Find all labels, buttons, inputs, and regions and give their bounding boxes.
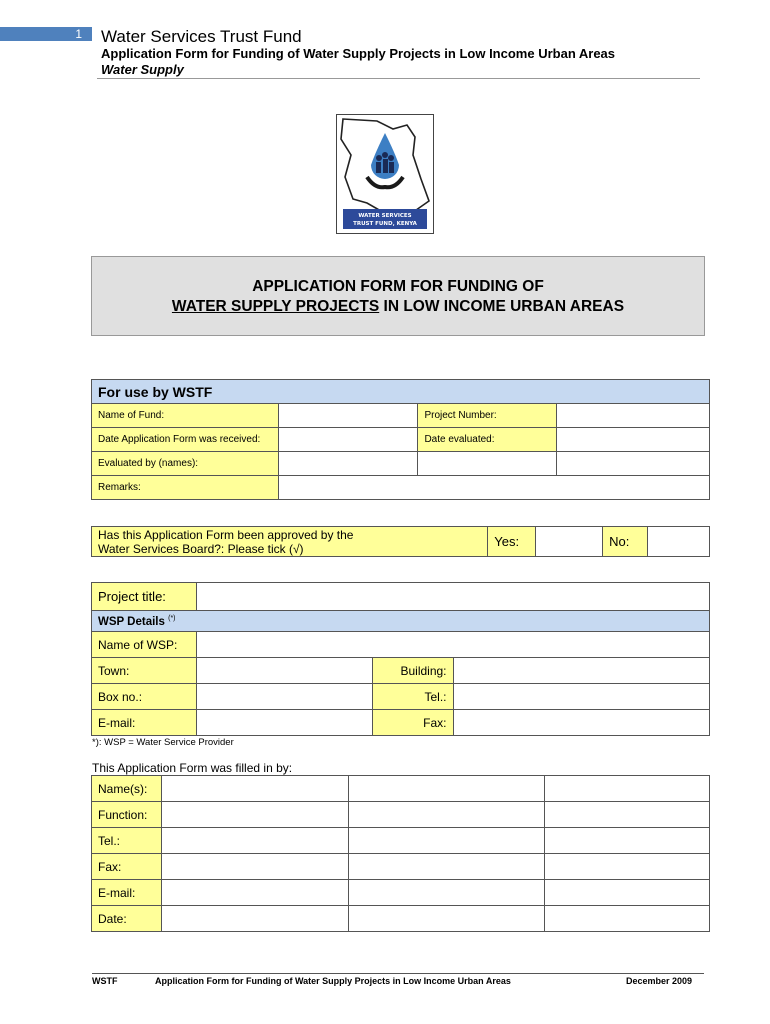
wsp-footnote-marker: (*) [168, 614, 176, 622]
label-town: Town: [92, 658, 197, 684]
approval-table [91, 526, 710, 557]
filled-by-field[interactable] [161, 906, 348, 932]
filled-by-field[interactable] [545, 906, 710, 932]
approval-question-line-2: Water Services Board?: Please tick (√) [98, 541, 304, 556]
filled-by-row [92, 880, 710, 906]
filled-by-label: Fax: [92, 854, 162, 880]
wstf-heading: For use by WSTF [92, 380, 710, 404]
label-email: E-mail: [92, 710, 197, 736]
filled-by-field[interactable] [348, 828, 545, 854]
field-project-title[interactable] [196, 583, 709, 611]
label-date-received: Date Application Form was received: [92, 428, 279, 452]
filled-by-row [92, 828, 710, 854]
filled-by-intro: This Application Form was filled in by: [92, 761, 293, 775]
filled-by-field[interactable] [161, 776, 348, 802]
field-name-of-fund[interactable] [278, 404, 418, 428]
wstf-logo [336, 114, 434, 234]
approval-question-line-1: Has this Application Form been approved by the [98, 527, 354, 542]
wsp-heading-text: WSP Details [98, 615, 165, 628]
filled-by-label: Date: [92, 906, 162, 932]
footer-left: WSTF [92, 976, 118, 986]
field-name-of-wsp[interactable] [196, 632, 709, 658]
label-remarks: Remarks: [92, 476, 279, 500]
filled-by-field[interactable] [161, 854, 348, 880]
filled-by-field[interactable] [545, 854, 710, 880]
filled-by-field[interactable] [545, 880, 710, 906]
field-town[interactable] [196, 658, 372, 684]
filled-by-row [92, 776, 710, 802]
filled-by-row [92, 906, 710, 932]
wstf-use-table [91, 379, 710, 500]
banner-line-1: APPLICATION FORM FOR FUNDING OF [252, 278, 544, 295]
filled-by-field[interactable] [161, 880, 348, 906]
label-yes: Yes: [488, 527, 536, 557]
field-evaluated-by-3[interactable] [557, 452, 710, 476]
field-evaluated-by-1[interactable] [278, 452, 418, 476]
filled-by-field[interactable] [545, 828, 710, 854]
label-date-evaluated: Date evaluated: [418, 428, 557, 452]
filled-by-label: Name(s): [92, 776, 162, 802]
filled-by-field[interactable] [348, 906, 545, 932]
banner-line-2: IN LOW INCOME URBAN AREAS [379, 298, 625, 315]
field-fax[interactable] [453, 710, 710, 736]
footer-right: December 2009 [626, 976, 693, 986]
filled-by-table [91, 775, 710, 932]
field-email[interactable] [196, 710, 372, 736]
filled-by-field[interactable] [161, 828, 348, 854]
filled-by-field[interactable] [545, 776, 710, 802]
logo-text-1: WATER SERVICES [358, 213, 412, 219]
label-box-no: Box no.: [92, 684, 197, 710]
label-fax: Fax: [372, 710, 453, 736]
label-tel: Tel.: [372, 684, 453, 710]
tick-yes[interactable] [536, 527, 603, 557]
filled-by-label: Tel.: [92, 828, 162, 854]
filled-by-label: Function: [92, 802, 162, 828]
field-building[interactable] [453, 658, 710, 684]
field-project-number[interactable] [557, 404, 710, 428]
label-evaluated-by: Evaluated by (names): [92, 452, 279, 476]
field-remarks[interactable] [278, 476, 709, 500]
logo-text-2: TRUST FUND, KENYA [353, 221, 417, 227]
filled-by-field[interactable] [348, 802, 545, 828]
field-box-no[interactable] [196, 684, 372, 710]
field-tel[interactable] [453, 684, 710, 710]
filled-by-field[interactable] [545, 802, 710, 828]
footer-divider [92, 973, 704, 974]
label-project-number: Project Number: [418, 404, 557, 428]
header-divider [97, 78, 700, 79]
label-name-of-fund: Name of Fund: [92, 404, 279, 428]
label-building: Building: [372, 658, 453, 684]
label-project-title: Project title: [92, 583, 197, 611]
footer-center: Application Form for Funding of Water Supply Projects in Low Income Urban Areas [155, 976, 511, 986]
approval-question [92, 527, 488, 557]
filled-by-label: E-mail: [92, 880, 162, 906]
label-name-of-wsp: Name of WSP: [92, 632, 197, 658]
document-section: Water Supply [101, 62, 184, 77]
field-date-received[interactable] [278, 428, 418, 452]
filled-by-row [92, 802, 710, 828]
filled-by-field[interactable] [348, 776, 545, 802]
field-date-evaluated[interactable] [557, 428, 710, 452]
wsp-footnote: *): WSP = Water Service Provider [92, 737, 234, 748]
document-subtitle: Application Form for Funding of Water Supply Projects in Low Income Urban Areas [101, 46, 616, 61]
banner-underlined: WATER SUPPLY PROJECTS [171, 298, 380, 315]
label-no: No: [603, 527, 648, 557]
document-title: Water Services Trust Fund [101, 27, 302, 46]
filled-by-row [92, 854, 710, 880]
filled-by-field[interactable] [348, 854, 545, 880]
filled-by-field[interactable] [161, 802, 348, 828]
tick-no[interactable] [648, 527, 710, 557]
field-evaluated-by-2[interactable] [418, 452, 557, 476]
form-title-banner [91, 256, 705, 336]
filled-by-field[interactable] [348, 880, 545, 906]
project-details-table [91, 582, 710, 736]
wsp-details-heading [92, 611, 710, 632]
page-number: 1 [0, 27, 92, 41]
